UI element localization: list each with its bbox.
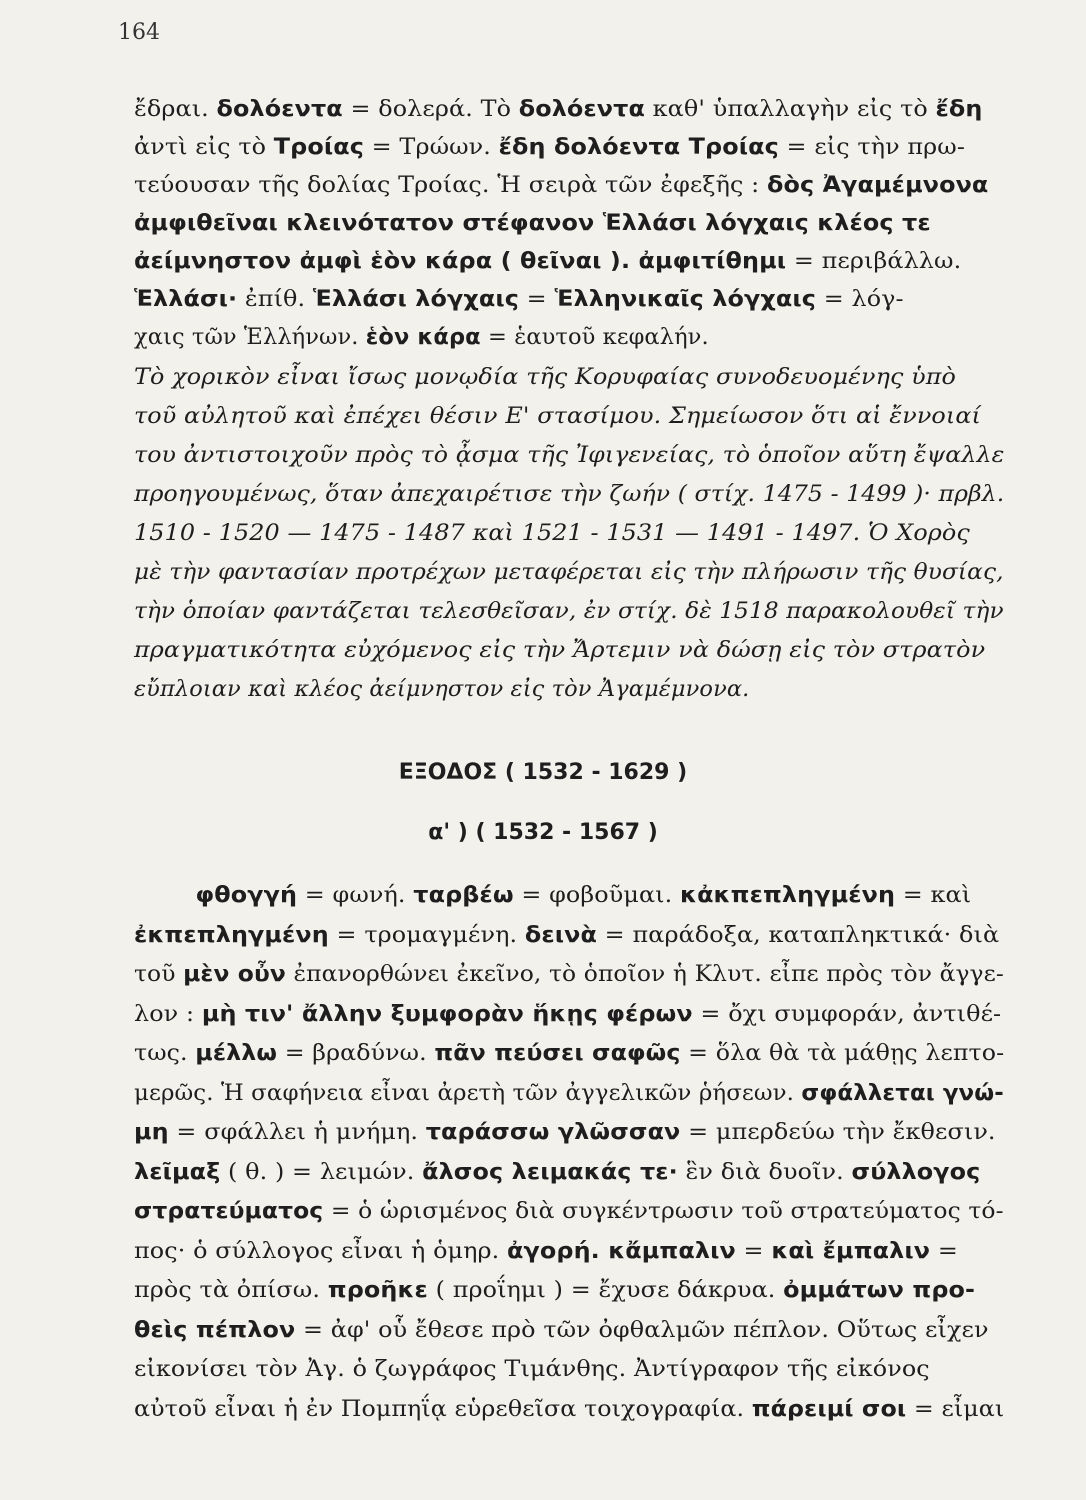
bold-lemma: μὲν οὖν [183, 961, 286, 987]
text-line [134, 1354, 930, 1384]
text-segment: = περιβάλλω. [786, 248, 962, 274]
text-segment: = ἀφ' οὗ ἔθεσε πρὸ τῶν ὀφθαλμῶν πέπλον. Οὕτως εἶχεν [295, 1316, 989, 1343]
bold-lemma: ἀγορή. κἄμπαλιν [507, 1237, 736, 1264]
text-line [134, 635, 985, 665]
text-line [134, 596, 1004, 626]
text-segment: τοῦ αὐλητοῦ καὶ ἐπέχει θέσιν Ε' στασίμου. Σημείωσον ὅτι αἱ ἔννοιαί [134, 403, 982, 429]
bold-lemma: καὶ ἔμπαλιν [771, 1237, 931, 1264]
bold-lemma: ἔδη δολόεντα Τροίας [498, 134, 779, 160]
bold-lemma: Ἑλλάσι· [134, 286, 238, 312]
text-line [134, 1315, 989, 1345]
text-segment: λον : [134, 1000, 202, 1027]
bold-lemma: σύλλογος [851, 1158, 981, 1185]
bold-lemma: ἐκπεπληγμένη [134, 921, 329, 948]
bold-lemma: προῆκε [327, 1277, 428, 1303]
bold-lemma: ἑὸν κάρα [365, 324, 481, 350]
text-line [134, 322, 709, 352]
text-segment: 1510 - 1520 — 1475 - 1487 καὶ 1521 - 1531 — 1491 - 1497. Ὁ Χορὸς [134, 520, 970, 546]
text-line [134, 246, 961, 276]
text-segment: = φοβοῦμαι. [513, 882, 681, 908]
text-line [134, 1078, 1004, 1108]
bold-lemma: δολόεντα [518, 96, 645, 122]
text-segment [134, 882, 196, 908]
text-segment: = λόγ- [816, 286, 904, 312]
bold-lemma: ἀμφιθεῖναι κλεινότατον στέφανον Ἑλλάσι λόγχαις κλέος τε [134, 210, 931, 236]
text-line [134, 94, 983, 124]
text-line [134, 440, 1004, 470]
text-segment: εὔπλοιαν καὶ κλέος ἀείμνηστον εἰς τὸν Ἀγαμέμνονα. [134, 676, 750, 702]
bold-lemma: σφάλλεται γνώ- [801, 1079, 1004, 1106]
text-line [134, 1157, 980, 1187]
text-segment: ἀντὶ εἰς τὸ [134, 134, 274, 160]
text-line [134, 880, 971, 910]
text-segment: Τὸ χορικὸν εἶναι ἴσως μονῳδία τῆς Κορυφαίας συνοδευομένης ὑπὸ [134, 364, 957, 390]
text-segment: = φωνή. [297, 882, 414, 908]
text-segment: = ὁ ὡρισμένος διὰ συγκέντρωσιν τοῦ στρατεύματος τό- [323, 1198, 1004, 1224]
text-segment: τεύουσαν τῆς δολίας Τροίας. Ἡ σειρὰ τῶν ἐφεξῆς : [134, 172, 767, 198]
text-segment: = εἶμαι [906, 1395, 1005, 1422]
text-line [134, 208, 931, 238]
bold-lemma: πᾶν πεύσει σαφῶς [434, 1040, 681, 1066]
bold-lemma: δεινὰ [524, 921, 597, 948]
bold-lemma: λεῖμαξ [134, 1158, 221, 1185]
bold-lemma: Ἑλλάσι λόγχαις [312, 286, 519, 312]
text-segment: = δολερά. Τὸ [342, 96, 519, 122]
text-segment: πος· ὁ σύλλογος εἶναι ἡ ὁμηρ. [134, 1237, 508, 1264]
text-line [134, 959, 1004, 989]
bold-lemma: ὀμμάτων προ- [783, 1277, 976, 1303]
text-line [134, 999, 1001, 1029]
text-segment: καθ' ὑπαλλαγὴν εἰς τὸ [644, 96, 936, 122]
text-line [134, 479, 1004, 509]
text-segment: = μπερδεύω τὴν ἔκθεσιν. [680, 1119, 996, 1145]
text-segment: = Τρώων. [363, 134, 499, 160]
text-segment: = καὶ [895, 882, 972, 908]
bold-lemma: ἔδη [935, 96, 983, 122]
text-segment: αὐτοῦ εἶναι ἡ ἐν Πομπηΐᾳ εὑρεθεῖσα τοιχογραφία. [134, 1395, 752, 1422]
text-line [134, 132, 965, 162]
section-heading-exodos: ΕΞΟΔΟΣ ( 1532 - 1629 ) [398, 760, 688, 785]
text-segment: του ἀντιστοιχοῦν πρὸς τὸ ᾆσμα τῆς Ἰφιγενείας, τὸ ὁποῖον αὕτη ἔψαλλε [134, 442, 1005, 468]
text-segment: = ὅλα θὰ τὰ μάθῃς λεπτο- [680, 1040, 1005, 1066]
text-segment: = παράδοξα, καταπληκτικά· διὰ [596, 921, 1000, 948]
bold-lemma: ἀείμνηστον ἀμφὶ ἑὸν κάρα ( θεῖναι ). ἀμφιτίθημι [134, 248, 787, 274]
text-segment: πραγματικότητα εὐχόμενος εἰς τὴν Ἄρτεμιν νὰ δώσῃ εἰς τὸν στρατὸν [134, 637, 986, 663]
text-segment: = ὄχι συμφοράν, ἀντιθέ- [692, 1000, 1002, 1027]
text-line [134, 1117, 996, 1147]
text-line [134, 557, 1004, 587]
text-segment: ἓν διὰ δυοῖν. [677, 1158, 852, 1185]
bold-lemma: φθογγή [195, 882, 298, 908]
text-line [134, 1275, 975, 1305]
text-segment: ( προΐημι ) = ἔχυσε δάκρυα. [427, 1277, 784, 1303]
bold-lemma: ἄλσος λειμακάς τε· [422, 1158, 678, 1185]
text-line [134, 674, 749, 704]
text-line [134, 1038, 1004, 1068]
text-segment: = [518, 286, 555, 312]
text-segment: = εἰς τὴν πρω- [778, 134, 966, 160]
bold-lemma: ταρβέω [413, 882, 514, 908]
bold-lemma: ταράσσω γλῶσσαν [425, 1119, 681, 1145]
bold-lemma: κἀκπεπληγμένη [680, 882, 896, 908]
bold-lemma: πάρειμί σοι [751, 1395, 907, 1422]
page-number: 164 [118, 20, 160, 45]
bold-lemma: Τροίας [273, 134, 364, 160]
bold-lemma: μέλλω [195, 1040, 278, 1066]
text-segment: τοῦ [134, 961, 184, 987]
text-segment: = τρομαγμένη. [328, 921, 525, 948]
text-line [134, 401, 981, 431]
bold-lemma: θεὶς πέπλον [134, 1316, 296, 1343]
text-segment: μὲ τὴν φαντασίαν προτρέχων μεταφέρεται εἰς τὴν πλήρωσιν τῆς θυσίας, [134, 559, 1004, 585]
bold-lemma: δολόεντα [216, 96, 343, 122]
subsection-heading: α' ) ( 1532 - 1567 ) [428, 820, 658, 845]
text-line [134, 1196, 1004, 1226]
text-line [134, 1236, 958, 1266]
text-segment: ( θ. ) = λειμών. [220, 1158, 423, 1185]
text-line [134, 170, 988, 200]
bold-lemma: μὴ τιν' ἄλλην ξυμφορὰν ἥκῃς φέρων [201, 1000, 693, 1027]
text-segment: πρὸς τὰ ὀπίσω. [134, 1277, 328, 1303]
text-segment: τὴν ὁποίαν φαντάζεται τελεσθεῖσαν, ἐν στίχ. δὲ 1518 παρακολουθεῖ τὴν [134, 598, 1004, 624]
text-line [134, 920, 999, 950]
text-segment: εἰκονίσει τὸν Ἀγ. ὁ ζωγράφος Τιμάνθης. Ἀντίγραφον τῆς εἰκόνος [134, 1356, 930, 1382]
text-segment: = βραδύνω. [277, 1040, 435, 1066]
text-segment: ἐπίθ. [237, 286, 313, 312]
text-segment: χαις τῶν Ἑλλήνων. [134, 324, 366, 350]
bold-lemma: δὸς Ἀγαμέμνονα [766, 172, 989, 198]
text-segment: = [735, 1237, 772, 1264]
bold-lemma: μη [134, 1119, 169, 1145]
bold-lemma: στρατεύματος [134, 1198, 324, 1224]
text-segment: τως. [134, 1040, 196, 1066]
text-segment: μερῶς. Ἡ σαφήνεια εἶναι ἀρετὴ τῶν ἀγγελικῶν ῥήσεων. [134, 1079, 802, 1106]
text-line [134, 518, 970, 548]
text-line [134, 284, 904, 314]
text-segment: ἐπανορθώνει ἐκεῖνο, τὸ ὁποῖον ἡ Κλυτ. εἶπε πρὸς τὸν ἄγγε- [285, 961, 1004, 987]
text-segment: προηγουμένως, ὅταν ἀπεχαιρέτισε τὴν ζωήν ( στίχ. 1475 - 1499 )· πρβλ. [134, 481, 1005, 507]
text-segment: = [930, 1237, 958, 1264]
text-segment: ἔδραι. [134, 96, 217, 122]
bold-lemma: Ἑλληνικαῖς λόγχαις [554, 286, 817, 312]
text-line [134, 1394, 1004, 1424]
text-segment: = σφάλλει ἡ μνήμη. [168, 1119, 426, 1145]
text-line [134, 362, 956, 392]
text-segment: = ἑαυτοῦ κεφαλήν. [480, 324, 709, 350]
